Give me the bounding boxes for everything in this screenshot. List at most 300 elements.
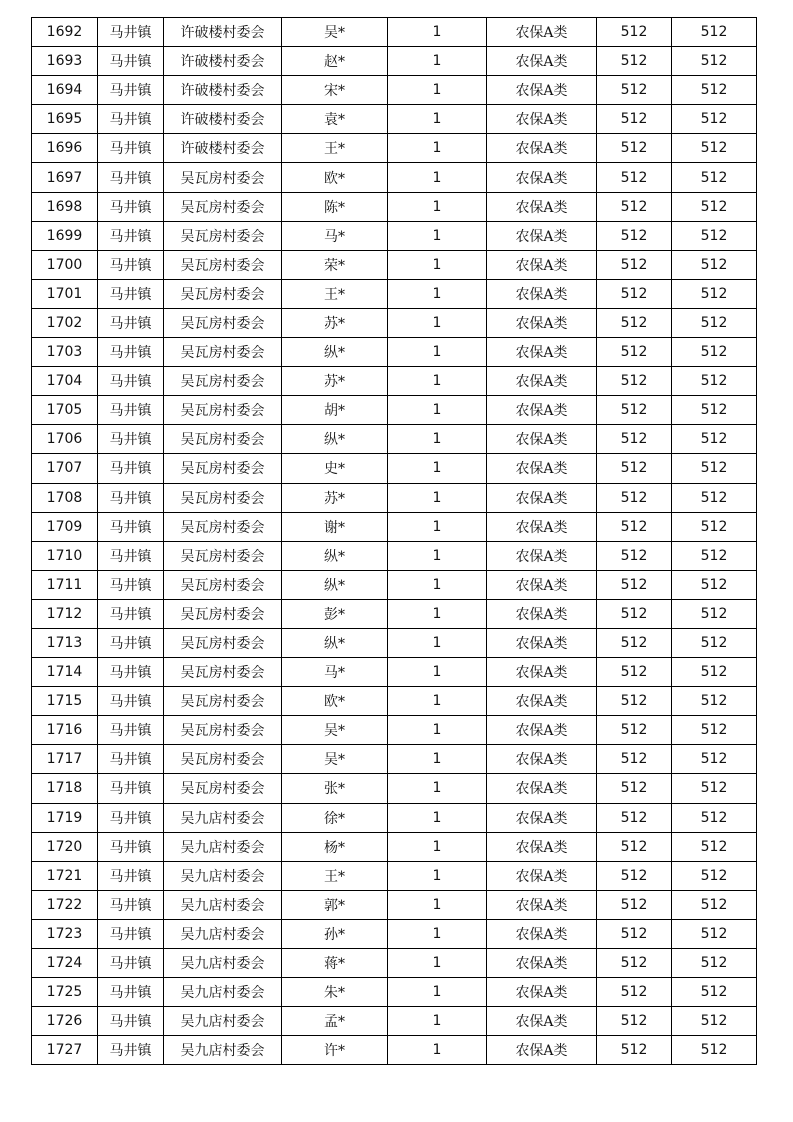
count-cell: 1: [388, 570, 487, 599]
amount-cell: 512: [597, 890, 672, 919]
amount-cell: 512: [597, 570, 672, 599]
category-cell: 农保A类: [487, 919, 597, 948]
table-row: [32, 658, 757, 687]
category-cell: 农保A类: [487, 454, 597, 483]
name-cell: 欧*: [282, 687, 388, 716]
category-cell: 农保A类: [487, 716, 597, 745]
category-cell: 农保A类: [487, 890, 597, 919]
count-cell: 1: [388, 454, 487, 483]
category-cell: 农保A类: [487, 338, 597, 367]
name-cell: 王*: [282, 134, 388, 163]
serial-number-cell: 1709: [32, 512, 98, 541]
village-committee-cell: 吴瓦房村委会: [164, 338, 282, 367]
name-cell: 史*: [282, 454, 388, 483]
name-cell: 郭*: [282, 890, 388, 919]
town-cell: 马井镇: [98, 687, 164, 716]
town-cell: 马井镇: [98, 134, 164, 163]
category-cell: 农保A类: [487, 425, 597, 454]
category-cell: 农保A类: [487, 570, 597, 599]
subsidy-table: [31, 17, 757, 1065]
total-cell: 512: [672, 861, 757, 890]
serial-number-cell: 1707: [32, 454, 98, 483]
amount-cell: 512: [597, 978, 672, 1007]
total-cell: 512: [672, 658, 757, 687]
total-cell: 512: [672, 163, 757, 192]
town-cell: 马井镇: [98, 483, 164, 512]
count-cell: 1: [388, 105, 487, 134]
town-cell: 马井镇: [98, 338, 164, 367]
category-cell: 农保A类: [487, 628, 597, 657]
serial-number-cell: 1705: [32, 396, 98, 425]
name-cell: 孟*: [282, 1007, 388, 1036]
table-row: [32, 890, 757, 919]
count-cell: 1: [388, 512, 487, 541]
village-committee-cell: 吴瓦房村委会: [164, 541, 282, 570]
table-row: [32, 134, 757, 163]
village-committee-cell: 吴瓦房村委会: [164, 425, 282, 454]
village-committee-cell: 吴瓦房村委会: [164, 687, 282, 716]
town-cell: 马井镇: [98, 192, 164, 221]
table-body: [32, 18, 757, 1065]
village-committee-cell: 许破楼村委会: [164, 76, 282, 105]
amount-cell: 512: [597, 250, 672, 279]
amount-cell: 512: [597, 308, 672, 337]
amount-cell: 512: [597, 163, 672, 192]
table-row: [32, 628, 757, 657]
count-cell: 1: [388, 76, 487, 105]
town-cell: 马井镇: [98, 250, 164, 279]
amount-cell: 512: [597, 279, 672, 308]
amount-cell: 512: [597, 18, 672, 47]
town-cell: 马井镇: [98, 1007, 164, 1036]
town-cell: 马井镇: [98, 803, 164, 832]
total-cell: 512: [672, 628, 757, 657]
village-committee-cell: 吴瓦房村委会: [164, 396, 282, 425]
name-cell: 吴*: [282, 745, 388, 774]
serial-number-cell: 1715: [32, 687, 98, 716]
serial-number-cell: 1702: [32, 308, 98, 337]
village-committee-cell: 吴瓦房村委会: [164, 628, 282, 657]
village-committee-cell: 吴瓦房村委会: [164, 512, 282, 541]
name-cell: 王*: [282, 279, 388, 308]
town-cell: 马井镇: [98, 628, 164, 657]
serial-number-cell: 1696: [32, 134, 98, 163]
table-row: [32, 832, 757, 861]
village-committee-cell: 吴九店村委会: [164, 861, 282, 890]
town-cell: 马井镇: [98, 76, 164, 105]
total-cell: 512: [672, 949, 757, 978]
name-cell: 彭*: [282, 599, 388, 628]
amount-cell: 512: [597, 687, 672, 716]
serial-number-cell: 1712: [32, 599, 98, 628]
town-cell: 马井镇: [98, 425, 164, 454]
town-cell: 马井镇: [98, 890, 164, 919]
table-row: [32, 250, 757, 279]
table-row: [32, 76, 757, 105]
serial-number-cell: 1726: [32, 1007, 98, 1036]
category-cell: 农保A类: [487, 541, 597, 570]
table-row: [32, 512, 757, 541]
serial-number-cell: 1723: [32, 919, 98, 948]
count-cell: 1: [388, 221, 487, 250]
town-cell: 马井镇: [98, 949, 164, 978]
amount-cell: 512: [597, 803, 672, 832]
village-committee-cell: 吴九店村委会: [164, 1007, 282, 1036]
count-cell: 1: [388, 716, 487, 745]
town-cell: 马井镇: [98, 18, 164, 47]
category-cell: 农保A类: [487, 483, 597, 512]
amount-cell: 512: [597, 716, 672, 745]
town-cell: 马井镇: [98, 367, 164, 396]
total-cell: 512: [672, 76, 757, 105]
town-cell: 马井镇: [98, 1036, 164, 1065]
count-cell: 1: [388, 483, 487, 512]
village-committee-cell: 吴瓦房村委会: [164, 250, 282, 279]
serial-number-cell: 1727: [32, 1036, 98, 1065]
amount-cell: 512: [597, 949, 672, 978]
amount-cell: 512: [597, 919, 672, 948]
serial-number-cell: 1711: [32, 570, 98, 599]
village-committee-cell: 吴瓦房村委会: [164, 279, 282, 308]
serial-number-cell: 1719: [32, 803, 98, 832]
name-cell: 苏*: [282, 483, 388, 512]
town-cell: 马井镇: [98, 716, 164, 745]
town-cell: 马井镇: [98, 745, 164, 774]
table-row: [32, 919, 757, 948]
amount-cell: 512: [597, 134, 672, 163]
village-committee-cell: 吴瓦房村委会: [164, 483, 282, 512]
serial-number-cell: 1701: [32, 279, 98, 308]
total-cell: 512: [672, 192, 757, 221]
village-committee-cell: 许破楼村委会: [164, 134, 282, 163]
serial-number-cell: 1708: [32, 483, 98, 512]
table-row: [32, 454, 757, 483]
town-cell: 马井镇: [98, 570, 164, 599]
table-row: [32, 541, 757, 570]
name-cell: 陈*: [282, 192, 388, 221]
village-committee-cell: 吴瓦房村委会: [164, 454, 282, 483]
village-committee-cell: 吴瓦房村委会: [164, 658, 282, 687]
serial-number-cell: 1695: [32, 105, 98, 134]
village-committee-cell: 吴九店村委会: [164, 890, 282, 919]
name-cell: 马*: [282, 658, 388, 687]
village-committee-cell: 吴瓦房村委会: [164, 221, 282, 250]
total-cell: 512: [672, 18, 757, 47]
total-cell: 512: [672, 832, 757, 861]
table-row: [32, 338, 757, 367]
amount-cell: 512: [597, 367, 672, 396]
amount-cell: 512: [597, 512, 672, 541]
total-cell: 512: [672, 890, 757, 919]
village-committee-cell: 吴九店村委会: [164, 949, 282, 978]
serial-number-cell: 1706: [32, 425, 98, 454]
serial-number-cell: 1713: [32, 628, 98, 657]
table-row: [32, 483, 757, 512]
category-cell: 农保A类: [487, 803, 597, 832]
category-cell: 农保A类: [487, 687, 597, 716]
count-cell: 1: [388, 279, 487, 308]
town-cell: 马井镇: [98, 47, 164, 76]
serial-number-cell: 1692: [32, 18, 98, 47]
category-cell: 农保A类: [487, 745, 597, 774]
town-cell: 马井镇: [98, 396, 164, 425]
count-cell: 1: [388, 308, 487, 337]
town-cell: 马井镇: [98, 861, 164, 890]
total-cell: 512: [672, 745, 757, 774]
category-cell: 农保A类: [487, 279, 597, 308]
serial-number-cell: 1725: [32, 978, 98, 1007]
village-committee-cell: 吴九店村委会: [164, 978, 282, 1007]
category-cell: 农保A类: [487, 949, 597, 978]
count-cell: 1: [388, 1007, 487, 1036]
category-cell: 农保A类: [487, 308, 597, 337]
name-cell: 许*: [282, 1036, 388, 1065]
category-cell: 农保A类: [487, 76, 597, 105]
table-row: [32, 949, 757, 978]
village-committee-cell: 吴瓦房村委会: [164, 192, 282, 221]
village-committee-cell: 吴瓦房村委会: [164, 570, 282, 599]
category-cell: 农保A类: [487, 192, 597, 221]
amount-cell: 512: [597, 192, 672, 221]
table-row: [32, 803, 757, 832]
category-cell: 农保A类: [487, 250, 597, 279]
town-cell: 马井镇: [98, 832, 164, 861]
name-cell: 纵*: [282, 628, 388, 657]
count-cell: 1: [388, 949, 487, 978]
serial-number-cell: 1693: [32, 47, 98, 76]
town-cell: 马井镇: [98, 919, 164, 948]
total-cell: 512: [672, 221, 757, 250]
serial-number-cell: 1697: [32, 163, 98, 192]
name-cell: 苏*: [282, 308, 388, 337]
total-cell: 512: [672, 483, 757, 512]
name-cell: 马*: [282, 221, 388, 250]
category-cell: 农保A类: [487, 978, 597, 1007]
serial-number-cell: 1724: [32, 949, 98, 978]
town-cell: 马井镇: [98, 978, 164, 1007]
name-cell: 杨*: [282, 832, 388, 861]
table-row: [32, 192, 757, 221]
town-cell: 马井镇: [98, 308, 164, 337]
category-cell: 农保A类: [487, 1007, 597, 1036]
table-row: [32, 1007, 757, 1036]
name-cell: 蒋*: [282, 949, 388, 978]
category-cell: 农保A类: [487, 658, 597, 687]
total-cell: 512: [672, 425, 757, 454]
total-cell: 512: [672, 1036, 757, 1065]
table-row: [32, 221, 757, 250]
serial-number-cell: 1704: [32, 367, 98, 396]
village-committee-cell: 许破楼村委会: [164, 105, 282, 134]
name-cell: 纵*: [282, 541, 388, 570]
total-cell: 512: [672, 687, 757, 716]
table-row: [32, 367, 757, 396]
count-cell: 1: [388, 890, 487, 919]
category-cell: 农保A类: [487, 105, 597, 134]
total-cell: 512: [672, 250, 757, 279]
total-cell: 512: [672, 367, 757, 396]
table-row: [32, 861, 757, 890]
serial-number-cell: 1722: [32, 890, 98, 919]
serial-number-cell: 1698: [32, 192, 98, 221]
name-cell: 吴*: [282, 18, 388, 47]
town-cell: 马井镇: [98, 221, 164, 250]
total-cell: 512: [672, 774, 757, 803]
village-committee-cell: 吴九店村委会: [164, 919, 282, 948]
name-cell: 谢*: [282, 512, 388, 541]
table-row: [32, 18, 757, 47]
count-cell: 1: [388, 687, 487, 716]
town-cell: 马井镇: [98, 541, 164, 570]
total-cell: 512: [672, 338, 757, 367]
table-row: [32, 105, 757, 134]
total-cell: 512: [672, 396, 757, 425]
town-cell: 马井镇: [98, 279, 164, 308]
category-cell: 农保A类: [487, 1036, 597, 1065]
table-row: [32, 570, 757, 599]
count-cell: 1: [388, 367, 487, 396]
amount-cell: 512: [597, 396, 672, 425]
count-cell: 1: [388, 396, 487, 425]
name-cell: 欧*: [282, 163, 388, 192]
category-cell: 农保A类: [487, 134, 597, 163]
village-committee-cell: 吴瓦房村委会: [164, 599, 282, 628]
town-cell: 马井镇: [98, 454, 164, 483]
count-cell: 1: [388, 47, 487, 76]
town-cell: 马井镇: [98, 774, 164, 803]
village-committee-cell: 吴九店村委会: [164, 1036, 282, 1065]
table-row: [32, 978, 757, 1007]
total-cell: 512: [672, 308, 757, 337]
village-committee-cell: 吴九店村委会: [164, 832, 282, 861]
total-cell: 512: [672, 599, 757, 628]
table-row: [32, 425, 757, 454]
count-cell: 1: [388, 774, 487, 803]
total-cell: 512: [672, 978, 757, 1007]
amount-cell: 512: [597, 47, 672, 76]
serial-number-cell: 1720: [32, 832, 98, 861]
count-cell: 1: [388, 919, 487, 948]
serial-number-cell: 1714: [32, 658, 98, 687]
name-cell: 朱*: [282, 978, 388, 1007]
category-cell: 农保A类: [487, 367, 597, 396]
category-cell: 农保A类: [487, 774, 597, 803]
name-cell: 纵*: [282, 338, 388, 367]
amount-cell: 512: [597, 454, 672, 483]
town-cell: 马井镇: [98, 105, 164, 134]
total-cell: 512: [672, 803, 757, 832]
town-cell: 马井镇: [98, 163, 164, 192]
count-cell: 1: [388, 541, 487, 570]
category-cell: 农保A类: [487, 221, 597, 250]
amount-cell: 512: [597, 658, 672, 687]
table-row: [32, 745, 757, 774]
category-cell: 农保A类: [487, 396, 597, 425]
name-cell: 宋*: [282, 76, 388, 105]
amount-cell: 512: [597, 628, 672, 657]
town-cell: 马井镇: [98, 512, 164, 541]
count-cell: 1: [388, 425, 487, 454]
name-cell: 吴*: [282, 716, 388, 745]
total-cell: 512: [672, 47, 757, 76]
total-cell: 512: [672, 105, 757, 134]
total-cell: 512: [672, 570, 757, 599]
serial-number-cell: 1700: [32, 250, 98, 279]
total-cell: 512: [672, 454, 757, 483]
serial-number-cell: 1694: [32, 76, 98, 105]
count-cell: 1: [388, 18, 487, 47]
amount-cell: 512: [597, 745, 672, 774]
category-cell: 农保A类: [487, 599, 597, 628]
name-cell: 苏*: [282, 367, 388, 396]
count-cell: 1: [388, 978, 487, 1007]
town-cell: 马井镇: [98, 658, 164, 687]
name-cell: 赵*: [282, 47, 388, 76]
amount-cell: 512: [597, 105, 672, 134]
count-cell: 1: [388, 861, 487, 890]
total-cell: 512: [672, 1007, 757, 1036]
village-committee-cell: 吴瓦房村委会: [164, 716, 282, 745]
count-cell: 1: [388, 338, 487, 367]
name-cell: 王*: [282, 861, 388, 890]
village-committee-cell: 吴瓦房村委会: [164, 163, 282, 192]
category-cell: 农保A类: [487, 18, 597, 47]
table-row: [32, 308, 757, 337]
total-cell: 512: [672, 541, 757, 570]
category-cell: 农保A类: [487, 47, 597, 76]
count-cell: 1: [388, 658, 487, 687]
name-cell: 徐*: [282, 803, 388, 832]
table-row: [32, 1036, 757, 1065]
count-cell: 1: [388, 163, 487, 192]
table-row: [32, 279, 757, 308]
total-cell: 512: [672, 512, 757, 541]
village-committee-cell: 吴瓦房村委会: [164, 774, 282, 803]
count-cell: 1: [388, 1036, 487, 1065]
category-cell: 农保A类: [487, 163, 597, 192]
name-cell: 张*: [282, 774, 388, 803]
amount-cell: 512: [597, 541, 672, 570]
count-cell: 1: [388, 628, 487, 657]
serial-number-cell: 1718: [32, 774, 98, 803]
count-cell: 1: [388, 599, 487, 628]
amount-cell: 512: [597, 1007, 672, 1036]
town-cell: 马井镇: [98, 599, 164, 628]
village-committee-cell: 许破楼村委会: [164, 18, 282, 47]
count-cell: 1: [388, 134, 487, 163]
name-cell: 纵*: [282, 425, 388, 454]
name-cell: 袁*: [282, 105, 388, 134]
amount-cell: 512: [597, 861, 672, 890]
village-committee-cell: 吴瓦房村委会: [164, 308, 282, 337]
name-cell: 纵*: [282, 570, 388, 599]
serial-number-cell: 1721: [32, 861, 98, 890]
total-cell: 512: [672, 279, 757, 308]
total-cell: 512: [672, 716, 757, 745]
amount-cell: 512: [597, 599, 672, 628]
amount-cell: 512: [597, 76, 672, 105]
village-committee-cell: 许破楼村委会: [164, 47, 282, 76]
amount-cell: 512: [597, 483, 672, 512]
count-cell: 1: [388, 832, 487, 861]
table-row: [32, 687, 757, 716]
total-cell: 512: [672, 134, 757, 163]
count-cell: 1: [388, 192, 487, 221]
table-row: [32, 47, 757, 76]
table-row: [32, 396, 757, 425]
amount-cell: 512: [597, 425, 672, 454]
amount-cell: 512: [597, 832, 672, 861]
